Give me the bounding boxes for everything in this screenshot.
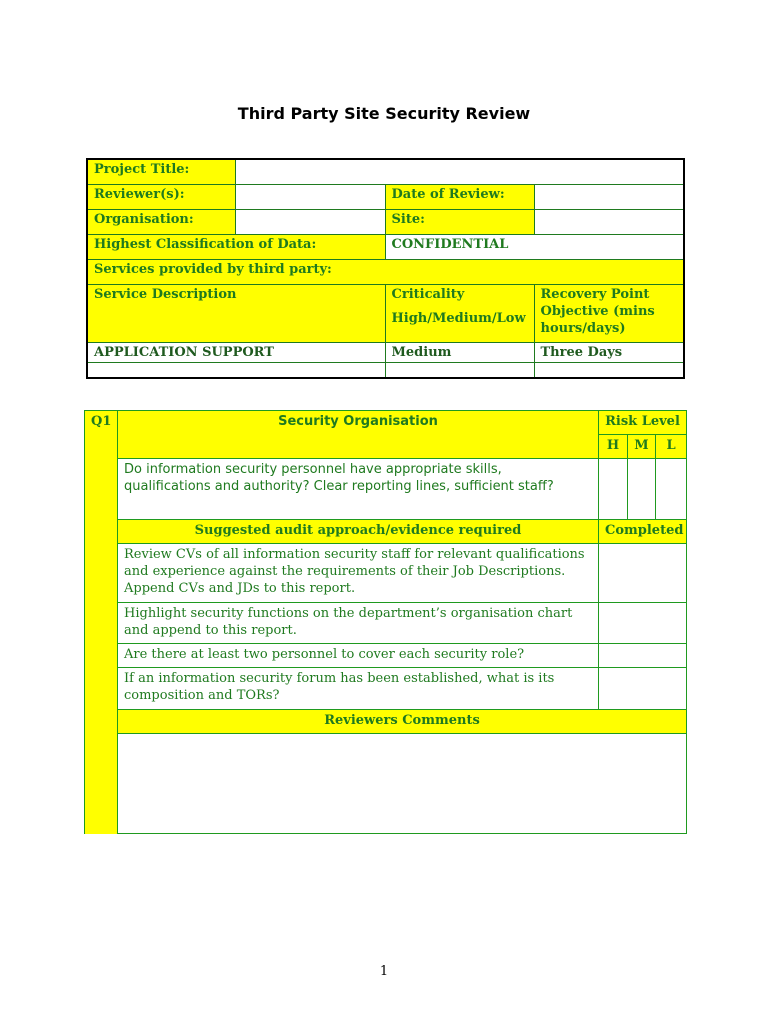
rpo-cell[interactable]: Three Days [534,342,684,362]
services-label: Services provided by third party: [87,259,684,284]
audit-item: Review CVs of all information security staff for relevant qualifications and experience against the requirements of their Job Descriptions. Append CVs and JDs to this report. [118,544,599,603]
project-info-table [86,158,685,379]
rpo-header: Recovery Point Objective (mins hours/days) [534,284,684,342]
completed-cell[interactable] [599,603,687,644]
audit-item: If an information security forum has been established, what is its composition and TORs? [118,668,599,710]
site-label: Site: [385,209,534,234]
section-title: Security Organisation [118,411,599,459]
question-text: Do information security personnel have appropriate skills, qualifications and authority? Clear reporting lines, sufficient staff? [118,459,599,520]
audit-item: Are there at least two personnel to cover each security role? [118,644,599,668]
date-of-review-label: Date of Review: [385,184,534,209]
completed-cell[interactable] [599,544,687,603]
question-number: Q1 [85,411,118,459]
project-title-label: Project Title: [87,159,235,184]
audit-item: Highlight security functions on the department’s organisation chart and append to this report. [118,603,599,644]
service-description-header: Service Description [87,284,385,342]
rpo-cell[interactable] [534,362,684,378]
criticality-header-sub: High/Medium/Low [391,310,526,326]
question-side-bar [85,459,118,834]
audit-approach-header: Suggested audit approach/evidence required [118,520,599,544]
page-title: Third Party Site Security Review [237,104,531,123]
project-title-field[interactable] [235,159,684,184]
reviewers-label: Reviewer(s): [87,184,235,209]
completed-cell[interactable] [599,668,687,710]
reviewers-comments-field[interactable] [118,734,687,834]
service-cell[interactable]: APPLICATION SUPPORT [87,342,385,362]
risk-medium-cell[interactable] [628,459,656,520]
criticality-header-label: Criticality [391,286,465,302]
page-number: 1 [379,964,389,979]
reviewers-comments-header: Reviewers Comments [118,710,687,734]
risk-level-header: Risk Level [599,411,687,435]
criticality-cell[interactable]: Medium [385,342,534,362]
completed-header: Completed [599,520,687,544]
date-of-review-field[interactable] [534,184,684,209]
classification-label: Highest Classification of Data: [87,234,385,259]
risk-low-cell[interactable] [656,459,687,520]
classification-value[interactable]: CONFIDENTIAL [385,234,684,259]
criticality-header [385,284,534,342]
service-cell[interactable] [87,362,385,378]
reviewers-field[interactable] [235,184,385,209]
organisation-label: Organisation: [87,209,235,234]
site-field[interactable] [534,209,684,234]
question-section-table [84,410,687,834]
criticality-cell[interactable] [385,362,534,378]
risk-high-cell[interactable] [599,459,628,520]
completed-cell[interactable] [599,644,687,668]
organisation-field[interactable] [235,209,385,234]
risk-low-label: L [656,435,687,459]
risk-high-label: H [599,435,628,459]
risk-medium-label: M [628,435,656,459]
